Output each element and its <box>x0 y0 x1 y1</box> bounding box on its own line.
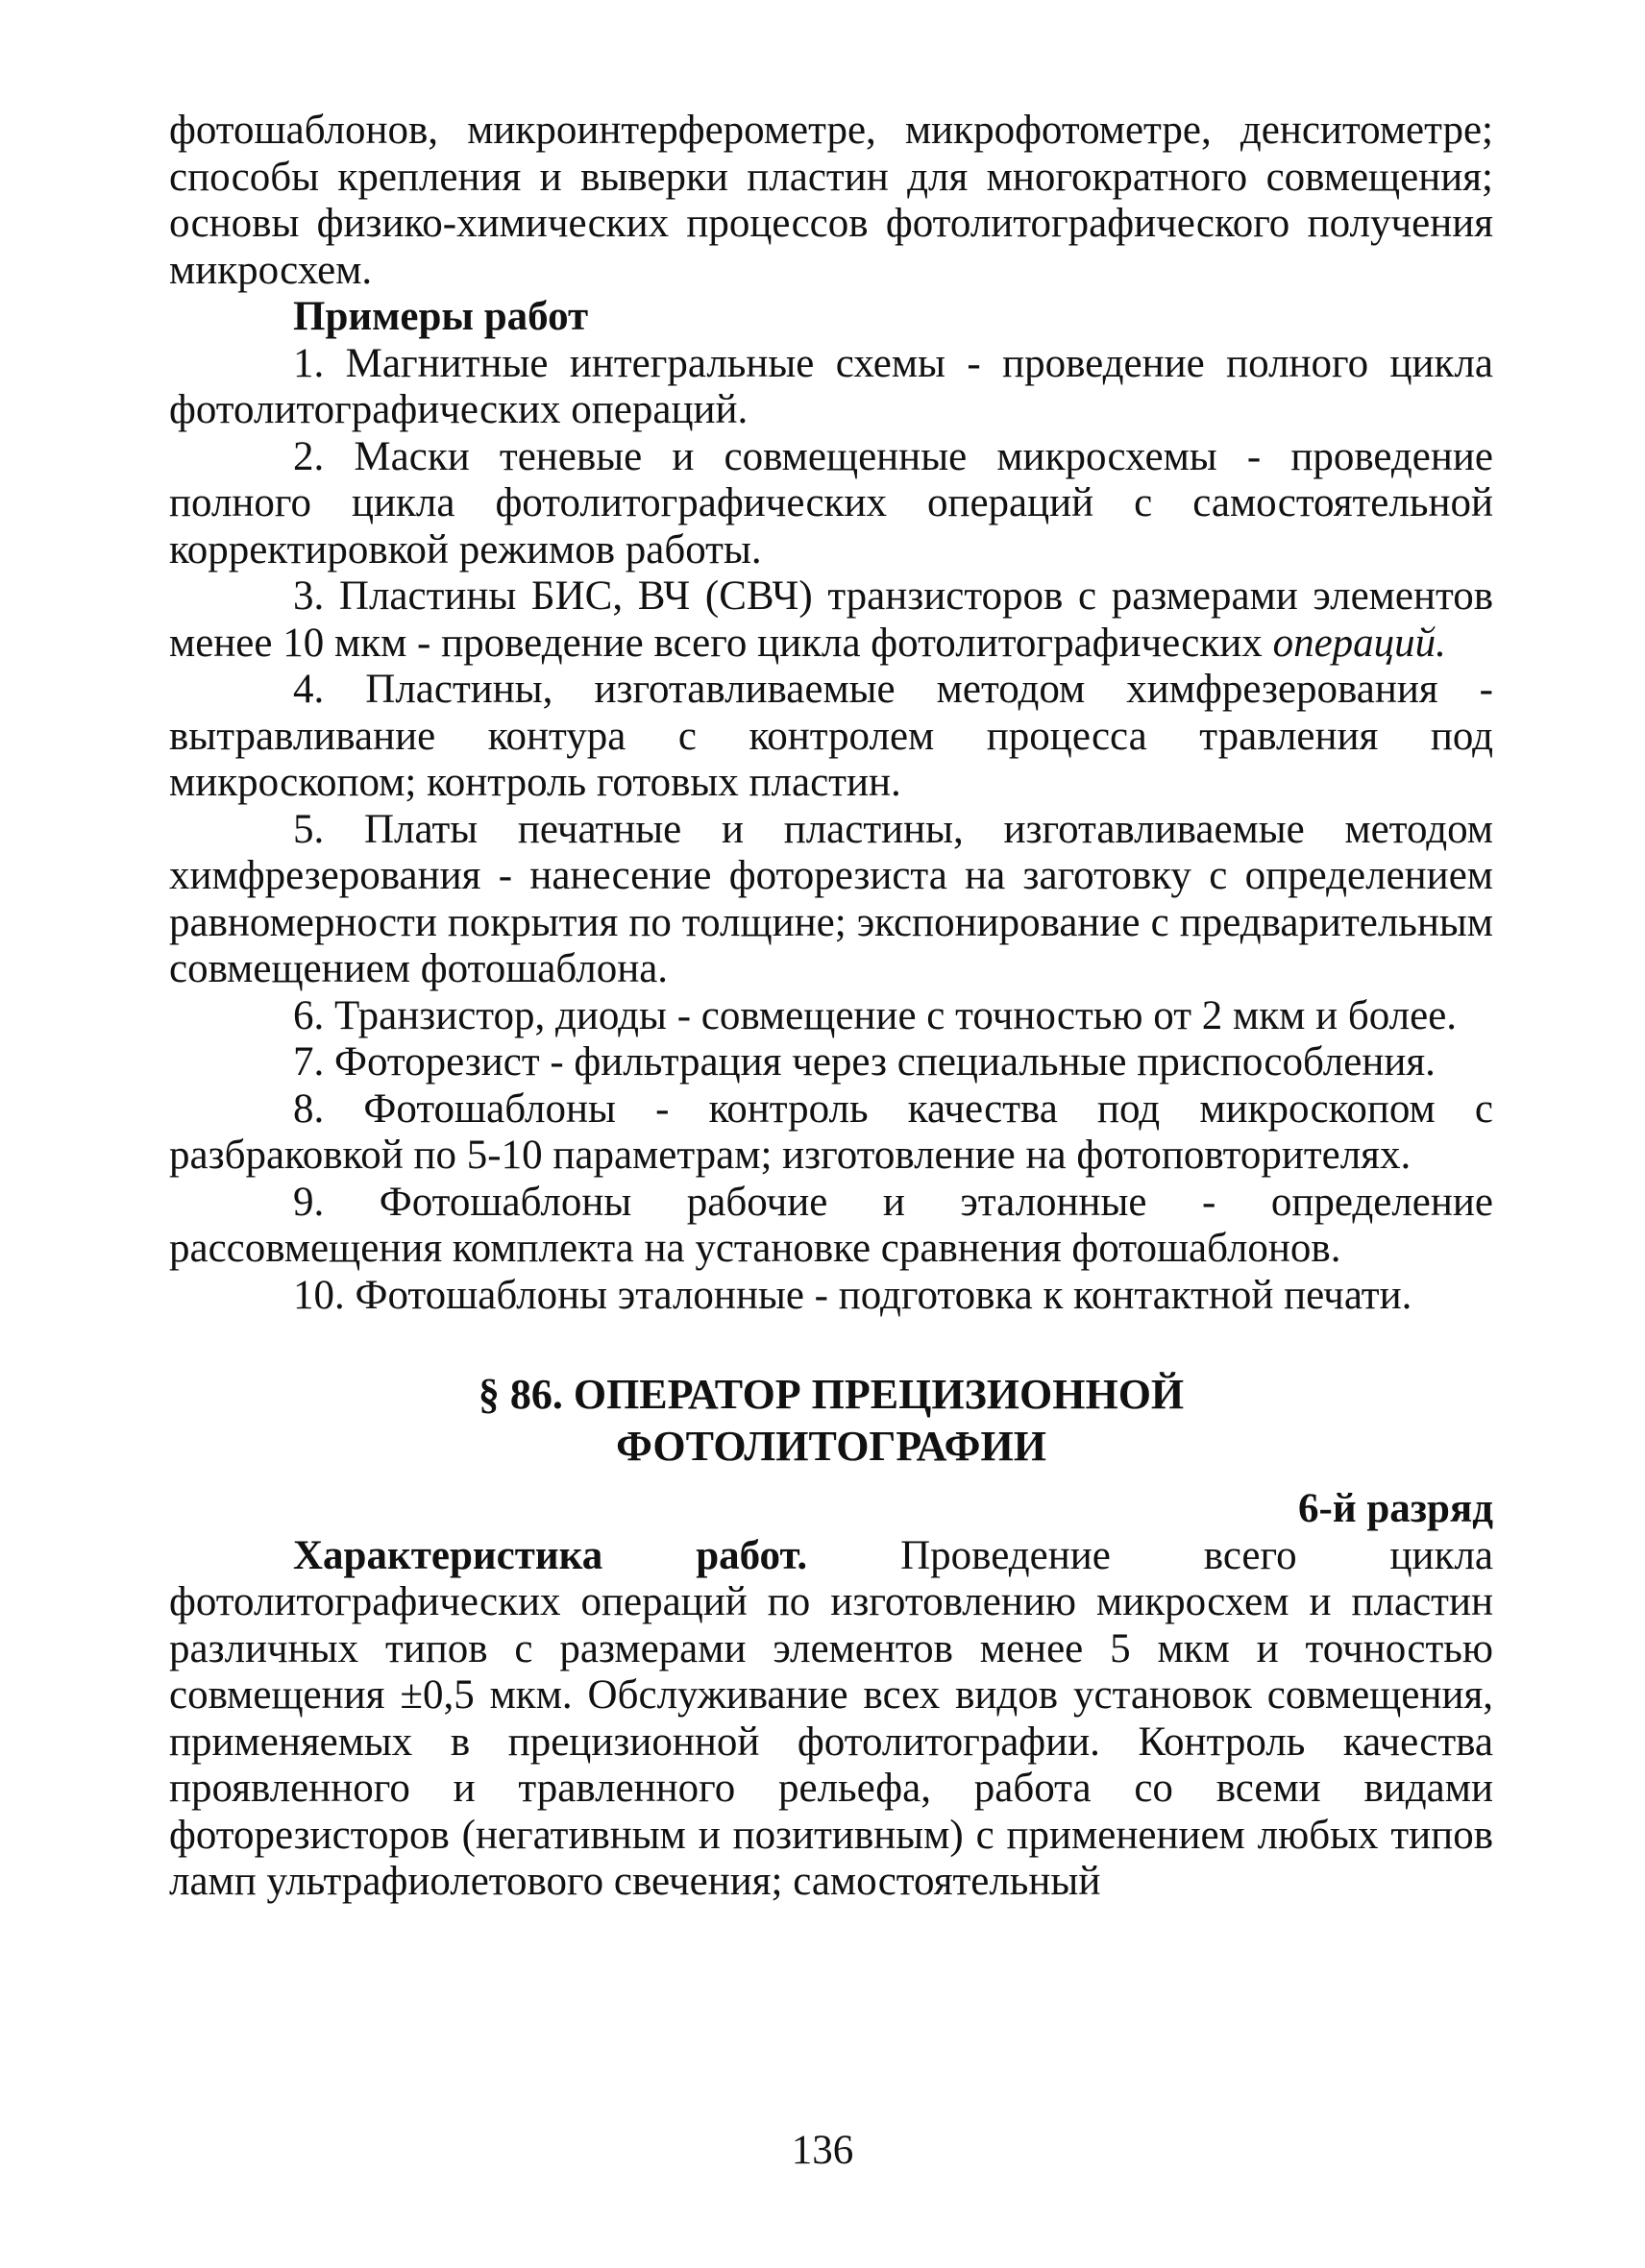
example-item-8: 8. Фотошаблоны - контроль качества под микроскопом с разбраковкой по 5-10 параметрам; изготовление на фотоповторителях. <box>169 1085 1493 1178</box>
example-item-6: 6. Транзистор, диоды - совмещение с точностью от 2 мкм и более. <box>293 992 1458 1038</box>
example-item-9: 9. Фотошаблоны рабочие и эталонные - определение рассовмещения комплекта на установке сравнения фотошаблонов. <box>169 1179 1493 1271</box>
page-number: 136 <box>791 2128 854 2173</box>
example-item-1: 1. Магнитные интегральные схемы - проведение полного цикла фотолитографических операций. <box>169 340 1493 432</box>
document-page <box>169 108 1493 2125</box>
example-item-10: 10. Фотошаблоны эталонные - подготовка к контактной печати. <box>293 1272 1412 1318</box>
section-title-line-1: § 86. ОПЕРАТОР ПРЕЦИЗИОННОЙ <box>478 1371 1185 1418</box>
example-item-7: 7. Фоторезист - фильтрация через специальные приспособления. <box>293 1039 1436 1085</box>
example-item-2: 2. Маски теневые и совмещенные микросхемы - проведение полного цикла фотолитографических операций с самостоятельной корректировкой режимов работы. <box>169 433 1493 573</box>
characteristic-paragraph <box>169 1533 1493 1906</box>
examples-heading: Примеры работ <box>293 294 589 339</box>
grade-label: 6-й разряд <box>1298 1486 1493 1531</box>
example-item-4: 4. Пластины, изготавливаемые методом химфрезерования - вытравливание контура с контролем процесса травления под микроскопом; контроль готовых пластин. <box>169 667 1493 805</box>
section-title-line-2: ФОТОЛИТОГРАФИИ <box>616 1423 1046 1470</box>
characteristic-label: Характеристика работ. <box>293 1532 808 1578</box>
intro-paragraph: фотошаблонов, микроинтерферометре, микрофотометре, денситометре; способы крепления и выверки пластин для многократного совмещения; основы физико-химических процессов фотолитографического получения микросхем. <box>169 108 1493 293</box>
example-item-3 <box>169 573 1493 667</box>
section-title <box>169 1369 1493 1473</box>
characteristic-text: Проведение всего цикла фотолитографических операций по изготовлению микросхем и пластин различных типов с размерами элементов менее 5 мкм и точностью совмещения ±0,5 мкм. Обслуживание всех видов установок совмещения, применяемых в прецизионной фотолитографии. Контроль качества проявленного и травленного рельефа, работа со всеми видами фоторезисторов (негативным и позитивным) с применением любых типов ламп ультрафиолетового свечения; самостоятельный <box>169 1532 1494 1904</box>
example-item-3-italic-tail: операций. <box>1272 620 1446 666</box>
example-item-3-text: 3. Пластины БИС, ВЧ (СВЧ) транзисторов с размерами элементов менее 10 мкм - проведение всего цикла фотолитографических <box>169 573 1493 666</box>
example-item-5: 5. Платы печатные и пластины, изготавливаемые методом химфрезерования - нанесение фоторезиста на заготовку с определением равномерности покрытия по толщине; экспонирование с предварительным совмещением фотошаблона. <box>169 806 1493 991</box>
